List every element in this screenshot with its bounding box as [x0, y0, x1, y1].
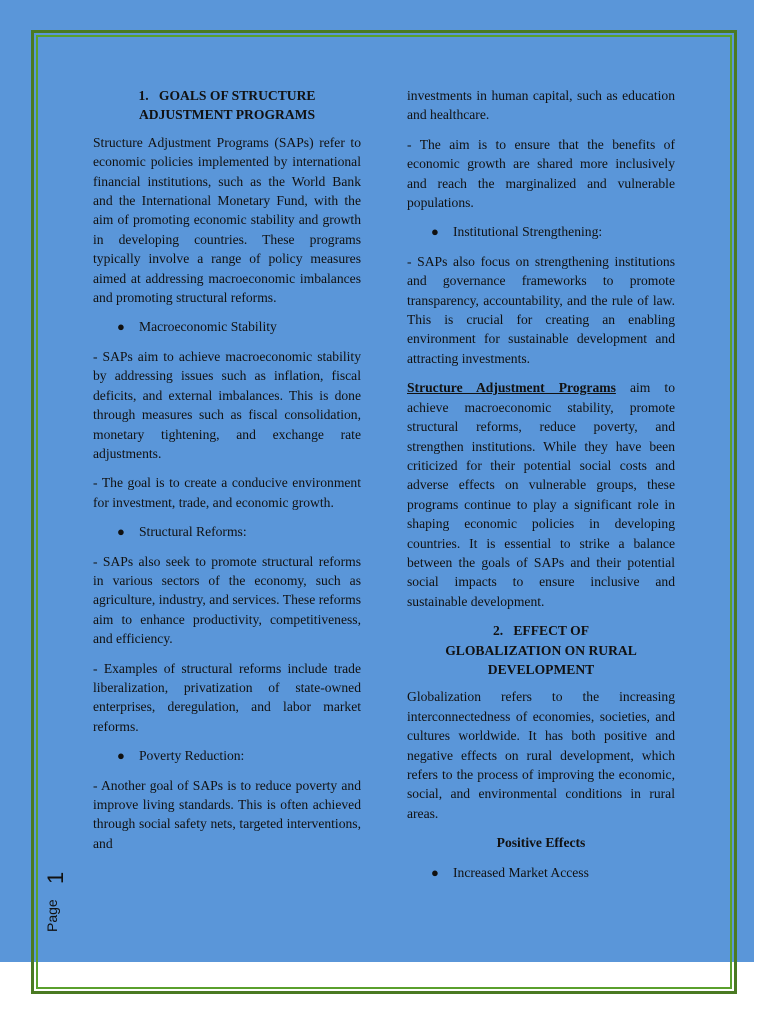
positive-effects-subheading: Positive Effects [496, 835, 586, 851]
bullet-dot-icon: ● [117, 748, 125, 764]
page-word: Page [44, 899, 60, 932]
bullet-poverty-reduction [93, 746, 361, 765]
bullet-structural-reforms [93, 522, 361, 541]
institutional-paragraph: - SAPs also focus on strengthening institutions and governance frameworks to promote transparency, accountability, and the rule of law. This is crucial for creating an enabling environment for sustainable development and attracting investments. [407, 253, 675, 366]
section-1-heading-line2: ADJUSTMENT PROGRAMS [138, 107, 316, 123]
bullet-label: Poverty Reduction: [139, 748, 245, 764]
summary-lead-link: Structure Adjustment Programs [407, 380, 616, 396]
right-column [407, 86, 675, 892]
bullet-label: Institutional Strengthening: [453, 224, 603, 240]
structural-paragraph-2: - Examples of structural reforms include trade liberalization, privatization of state-owned enterprises, deregulation, and labor market reforms. [93, 660, 361, 734]
intro-paragraph: Structure Adjustment Programs (SAPs) refer to economic policies implemented by international financial institutions, such as the World Bank and the International Monetary Fund, with the aim of promoting economic stability and growth in developing countries. These programs typically involve a range of policy measures aimed at addressing macroeconomic imbalances and promoting structural reforms. [93, 134, 361, 306]
bullet-label: Increased Market Access [453, 864, 589, 880]
bullet-label: Macroeconomic Stability [139, 319, 277, 335]
continued-paragraph: investments in human capital, such as education and healthcare. [407, 88, 675, 123]
section-1-heading-line1: 1. GOALS OF STRUCTURE [138, 88, 316, 103]
bullet-increased-market-access [407, 863, 675, 882]
page-number: 1 [43, 871, 68, 884]
benefits-paragraph: - The aim is to ensure that the benefits of economic growth are shared more inclusively and reach the marginalized and vulnerable populations. [407, 136, 675, 211]
structural-paragraph-1: - SAPs also seek to promote structural reforms in various sectors of the economy, such as agriculture, industry, and services. These reforms aim to enhance productivity, competitiveness, and efficiency. [93, 553, 361, 647]
summary-rest: aim to achieve macroeconomic stability, promote structural reforms, reduce poverty, and strengthen institutions. While they have been criticized for their potential social costs and adverse effects on vulnerable groups, these programs continue to play a significant role in shaping economic policies in developing countries. It is essential to strike a balance between the goals of SAPs and their potential social impacts to ensure inclusive and sustainable development. [407, 380, 675, 609]
bullet-institutional-strengthening [407, 222, 675, 241]
macro-paragraph-2: - The goal is to create a conducive environment for investment, trade, and economic growth. [93, 475, 361, 510]
bullet-macroeconomic-stability [93, 317, 361, 336]
bullet-dot-icon: ● [431, 864, 439, 880]
section-2-heading-line2: GLOBALIZATION ON RURAL [445, 642, 637, 658]
section-2-heading-line1: 2. EFFECT OF [492, 623, 590, 639]
summary-paragraph [407, 378, 675, 611]
page-number-label [34, 871, 74, 934]
bullet-dot-icon: ● [117, 319, 125, 335]
poverty-paragraph-1: - Another goal of SAPs is to reduce poverty and improve living standards. This is often achieved through social safety nets, targeted interventions, and [93, 777, 361, 851]
bullet-label: Structural Reforms: [139, 524, 247, 540]
left-column [93, 86, 361, 863]
section-2-heading-line3: DEVELOPMENT [487, 661, 595, 677]
section-1-heading [93, 86, 361, 125]
globalization-paragraph: Globalization refers to the increasing interconnectedness of economies, societies, and cultures worldwide. It has both positive and negative effects on rural development, which refers to the process of improving the economic, social, and environmental conditions in rural areas. [407, 689, 675, 821]
macro-paragraph-1: - SAPs aim to achieve macroeconomic stability by addressing issues such as inflation, fiscal deficits, and external imbalances. This is done through measures such as fiscal consolidation, monetary tightening, and exchange rate adjustments. [93, 348, 361, 461]
bullet-dot-icon: ● [431, 224, 439, 240]
bullet-dot-icon: ● [117, 524, 125, 540]
section-2-heading [407, 621, 675, 679]
